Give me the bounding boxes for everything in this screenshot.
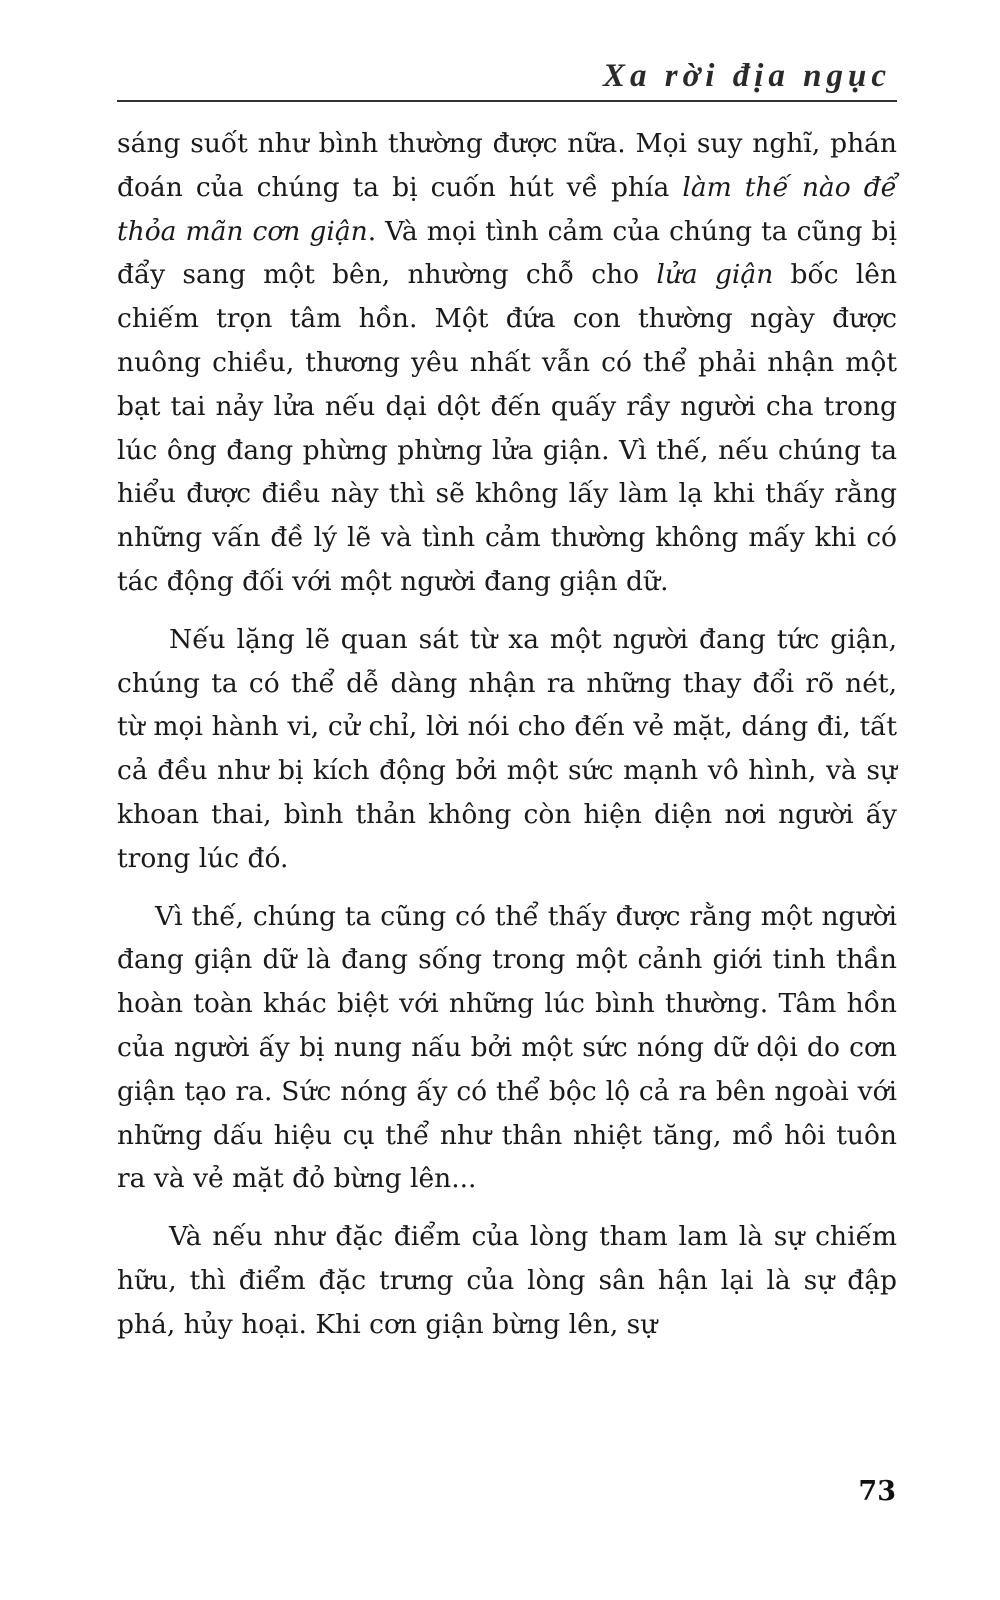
paragraph-1-text-a: sáng suốt như bình thường được nữa. Mọi suy nghĩ, phán đoán của chúng ta bị cuốn hút về phía <box>117 128 897 203</box>
paragraph-4: Và nếu như đặc điểm của lòng tham lam là sự chiếm hữu, thì điểm đặc trưng của lòng sân hận lại là sự đập phá, hủy hoại. Khi cơn giận bừng lên, sự <box>117 1221 897 1340</box>
paragraph-1-text-c: bốc lên chiếm trọn tâm hồn. Một đứa con thường ngày được nuông chiều, thương yêu nhất vẫn có thể phải nhận một bạt tai nảy lửa nếu dại dột đến quấy rầy người cha trong lúc ông đang phừng phừng lửa giận. Vì thế, nếu chúng ta hiểu được điều này thì sẽ không lấy làm lạ khi thấy rằng những vấn đề lý lẽ và tình cảm thường không mấy khi có tác động đối với một người đang giận dữ. <box>117 259 898 597</box>
running-header <box>117 56 897 102</box>
running-title: Xa rời địa ngục <box>602 58 891 94</box>
paragraph-3: Vì thế, chúng ta cũng có thể thấy được rằng một người đang giận dữ là đang sống trong một cảnh giới tinh thần hoàn toàn khác biệt với những lúc bình thường. Tâm hồn của người ấy bị nung nấu bởi một sức nóng dữ dội do cơn giận tạo ra. Sức nóng ấy có thể bộc lộ cả ra bên ngoài với những dấu hiệu cụ thể như thân nhiệt tăng, mồ hôi tuôn ra và vẻ mặt đỏ bừng lên... <box>117 900 897 1195</box>
page-number: 73 <box>858 1476 896 1507</box>
paragraph-2: Nếu lặng lẽ quan sát từ xa một người đang tức giận, chúng ta có thể dễ dàng nhận ra những thay đổi rõ nét, từ mọi hành vi, cử chỉ, lời nói cho đến vẻ mặt, dáng đi, tất cả đều như bị kích động bởi một sức mạnh vô hình, và sự khoan thai, bình thản không còn hiện diện nơi người ấy trong lúc đó. <box>117 623 897 874</box>
paragraph-1-emphasis-b: lửa giận <box>656 259 774 291</box>
paragraph-1 <box>117 122 897 604</box>
paragraph-1-emphasis-a: làm thế nào để thỏa mãn cơn giận <box>117 171 897 247</box>
page-body <box>117 122 897 1361</box>
paragraph-1-text-b: . Và mọi tình cảm của chúng ta cũng bị đẩy sang một bên, nhường chỗ cho <box>117 215 897 291</box>
